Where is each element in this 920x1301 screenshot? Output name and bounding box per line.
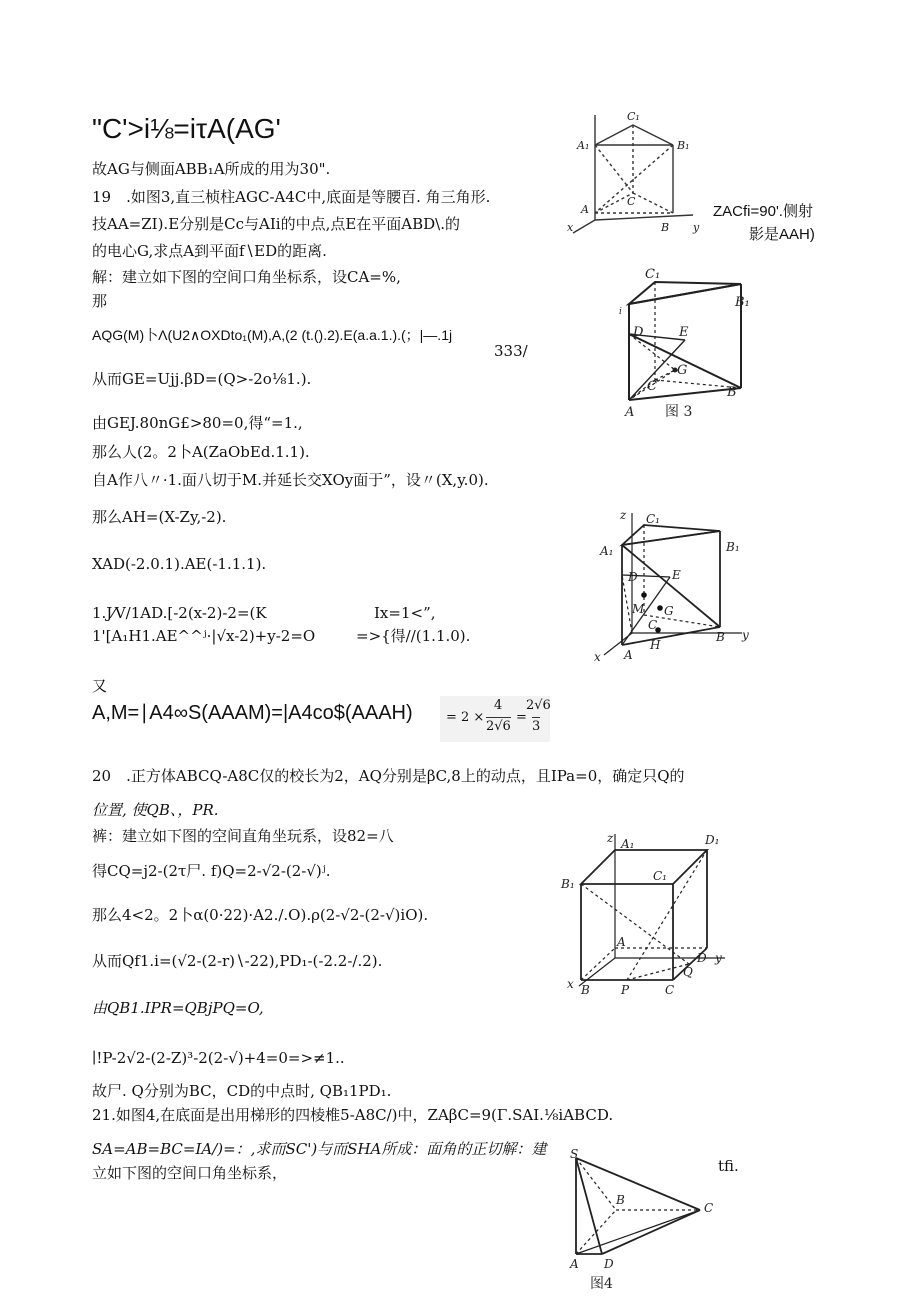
text-line: 那么4<2。2卜α(0·22)·A2./.O).ρ(2-√2-(2-√)iO). xyxy=(92,906,429,924)
text-line: 得CQ=j2-(2τ尸. f)Q=2-√2-(2-√)ʲ. xyxy=(92,862,331,880)
label: G xyxy=(664,604,674,618)
label: B xyxy=(727,385,737,400)
label: B xyxy=(716,630,725,644)
figure-cube xyxy=(555,828,730,998)
text-line: 立如下图的空间口角坐标系， xyxy=(92,1164,288,1182)
text-line: 1'[A₁H1.AE^^ʲ·|√x-2)+y-2=O xyxy=(92,627,316,645)
text-line: 20 .正方体ABCQ-A8C仅的校长为2，AQ分别是βC,8上的动点，且IPa=0，确定只Q的 xyxy=(92,767,685,785)
text-line: 由QB1.IPR=QBjPQ=O, xyxy=(92,999,264,1017)
label: y xyxy=(715,951,722,965)
text-line: 从而Qf1.i=(√2-(2-r)∖-22),PD₁-(-2.2-/.2). xyxy=(92,952,383,970)
label: P xyxy=(621,983,630,997)
label: x xyxy=(594,650,601,664)
text-line: ∣!P-2√2-(2-Z)³-2(2-√)+4=0=>≠1.. xyxy=(92,1049,345,1067)
text-line: XAD(-2.0.1).AE(-1.1.1). xyxy=(92,555,267,573)
label: D xyxy=(628,570,638,584)
label: A xyxy=(570,1257,579,1271)
text-line: 故AG与侧面ABB₁A所成的用为30". xyxy=(92,160,331,178)
label: B xyxy=(661,221,670,234)
figure-caption: 图4 xyxy=(590,1276,613,1292)
label: A xyxy=(581,203,589,216)
figure-caption: 图 3 xyxy=(665,404,693,420)
label: A₁ xyxy=(577,139,590,152)
figure-pyramid-4 xyxy=(560,1148,720,1293)
text-line: Ix=1<”, xyxy=(374,604,436,622)
fraction-image: = 2 × 4 2√6 = 2√6 3 xyxy=(440,696,550,742)
label: E xyxy=(679,325,689,340)
text-line: 从而GE=Ujj.βD=(Q>-2o⅛1.). xyxy=(92,370,312,388)
label: Q xyxy=(683,965,693,979)
label: A xyxy=(617,935,626,949)
label: A₁ xyxy=(621,837,635,851)
label: D xyxy=(633,325,644,340)
text-line: 1.J⁄V/1AD.[-2(x-2)-2=(K xyxy=(92,604,267,622)
label: C xyxy=(647,379,657,394)
text-line: 那么人(2。2卜A(ZaObEd.1.1). xyxy=(92,443,310,461)
text-line: 自A作八〃·1.面八切于M.并延长交XOy面于”，设〃(X,y.0). xyxy=(92,471,489,489)
label: D₁ xyxy=(705,833,720,847)
label: C xyxy=(704,1201,714,1215)
label: B xyxy=(616,1193,625,1207)
text-line: =>{得//(1.1.0). xyxy=(356,627,471,645)
text-line: 那么AH=(X-Zy,-2). xyxy=(92,508,227,526)
text-line: SA=AB=BC=IA/)=：,求而SC')与而SHA所成：面角的正切解：建 xyxy=(92,1140,547,1158)
label: C xyxy=(648,618,658,632)
text-line: AQG(M)卜Λ(U2∧OXDto₁(M),A,(2 (t.().2).E(a.a.1.).(；|—.1j xyxy=(92,327,453,343)
label: B₁ xyxy=(561,877,575,891)
text-line: 又 xyxy=(92,677,108,695)
label: C₁ xyxy=(627,110,640,123)
text-line: 19 .如图3,直三桢柱AGC-A4C中,底面是等腰百. 角三角形. xyxy=(92,188,491,206)
figure-prism-1 xyxy=(565,105,705,240)
label: C xyxy=(665,983,675,997)
label: D xyxy=(604,1257,614,1271)
side-note: tfi. xyxy=(718,1157,739,1175)
side-note: ZACfi=90'.侧射 xyxy=(713,203,813,220)
label: z xyxy=(607,831,614,845)
label: B₁ xyxy=(726,540,740,554)
side-note: 影是AAH) xyxy=(749,226,815,243)
label: M xyxy=(632,602,645,616)
label: A xyxy=(624,648,633,662)
label: C₁ xyxy=(646,512,660,526)
label: B xyxy=(581,983,590,997)
label: H xyxy=(650,638,661,652)
figure-prism-3 xyxy=(615,262,775,422)
text-line: 技AA=ZI).E分别是Cc与AIi的中点,点E在平面ABD\.的 xyxy=(92,215,461,233)
figure-prism-3b xyxy=(592,505,762,665)
label: C₁ xyxy=(653,869,667,883)
text-line: A,M=∣A4∞S(AAAM)=|A4co$(AAAH) xyxy=(92,702,413,724)
text-line: 解：建立如下图的空间口角坐标系，设CA=%, xyxy=(92,268,401,286)
label: i xyxy=(619,307,622,317)
label: B₁ xyxy=(735,295,750,310)
label: y xyxy=(693,221,700,234)
text-line: 位置, 使QB、，PR. xyxy=(92,801,219,819)
label: x xyxy=(567,977,574,991)
text-line: 裤：建立如下图的空间直角坐玩系，设82=八 xyxy=(92,827,394,845)
label: S xyxy=(570,1147,579,1161)
label: A₁ xyxy=(600,544,614,558)
text-line: 的电心G,求点A到平面f∖ED的距离. xyxy=(92,242,327,260)
label: D xyxy=(697,951,707,965)
text-line: 那 xyxy=(92,292,108,310)
label: z xyxy=(620,508,627,522)
label: y xyxy=(742,628,749,642)
label: G xyxy=(677,363,688,378)
text-line: 21.如图4,在底面是出用梯形的四棱椎5-A8C/)中，ZAβC=9(Γ.SAI.⅛iABCD. xyxy=(92,1106,614,1124)
label: C₁ xyxy=(645,267,661,282)
text-line: 333/ xyxy=(494,342,528,360)
label: C xyxy=(627,195,636,208)
label: A xyxy=(625,405,635,420)
label: E xyxy=(672,568,681,582)
page-title: "C'>i⅛=iτA(AG' xyxy=(92,113,281,144)
label: x xyxy=(567,221,574,234)
label: B₁ xyxy=(677,139,690,152)
text-line: 故尸. Q分别为BC，CD的中点时, QB₁1PD₁. xyxy=(92,1082,392,1100)
text-line: 由GEJ.80nG£>80=0,得“=1., xyxy=(92,414,303,432)
